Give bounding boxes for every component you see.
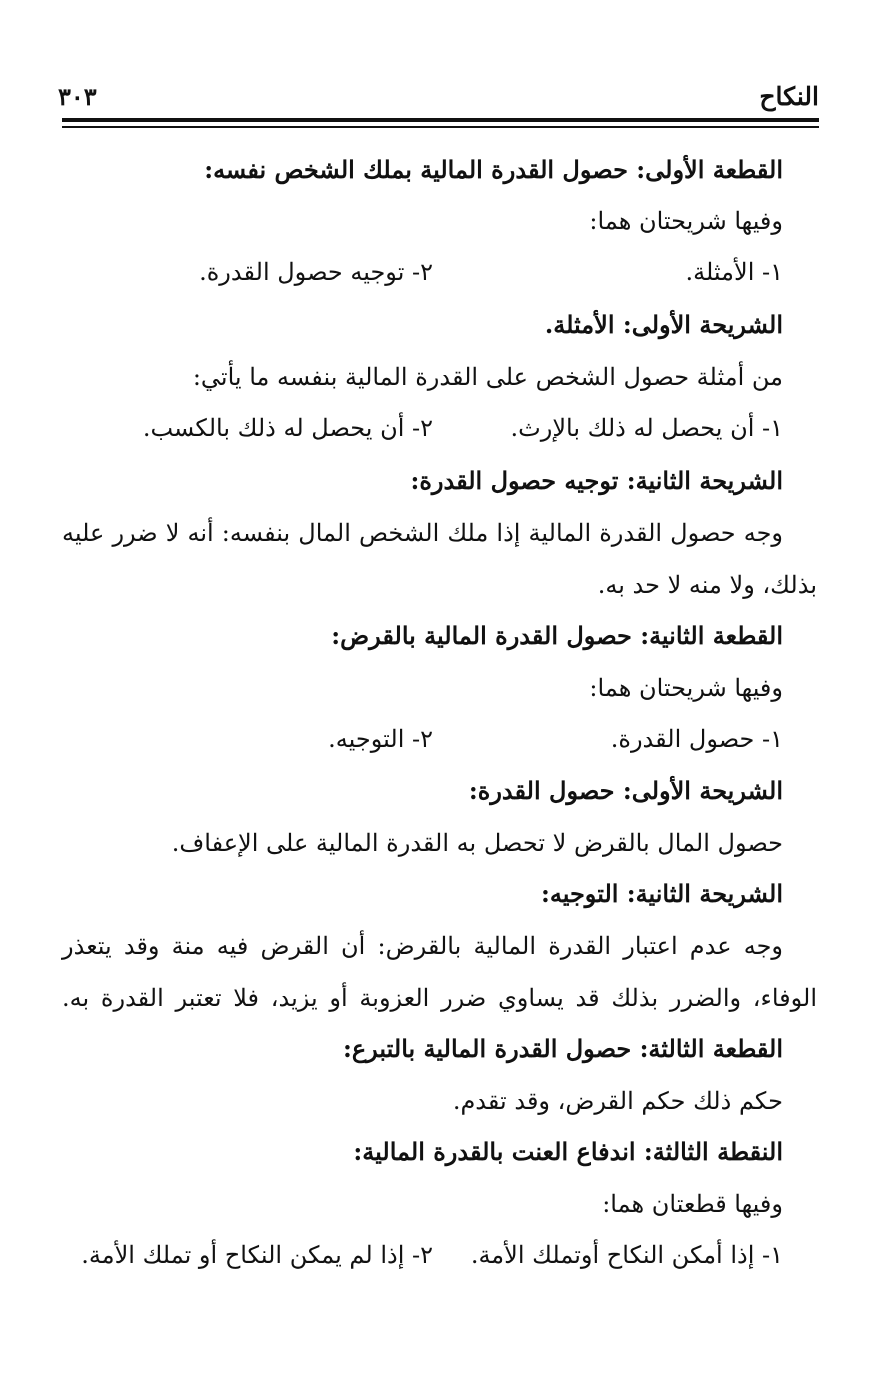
paragraph-line: وجه حصول القدرة المالية إذا ملك الشخص المال بنفسه: أنه لا ضرر عليه [62, 519, 783, 547]
paragraph-line: بذلك، ولا منه لا حد به. [597, 571, 817, 599]
list-row [60, 249, 783, 295]
paragraph-line: حصول المال بالقرض لا تحصل به القدرة المالية على الإعفاف. [171, 829, 783, 857]
list-item: ٢- أن يحصل له ذلك بالكسب. [142, 414, 433, 442]
list-item: ٢- التوجيه. [328, 725, 433, 753]
list-item: ١- حصول القدرة. [610, 725, 783, 753]
list-item: ٢- توجيه حصول القدرة. [199, 258, 433, 286]
paragraph-line: وفيها قطعتان هما: [602, 1190, 783, 1218]
subsection-heading: الشريحة الأولى: حصول القدرة: [468, 776, 783, 805]
paragraph-line: الوفاء، والضرر بذلك قد يساوي ضرر العزوبة أو يزيد، فلا تعتبر القدرة به. [62, 984, 817, 1012]
list-row [60, 716, 783, 762]
list-item: ١- إذا أمكن النكاح أوتملك الأمة. [470, 1241, 783, 1269]
list-row [60, 1232, 783, 1278]
subsection-heading: الشريحة الأولى: الأمثلة. [544, 310, 783, 339]
paragraph-line: حكم ذلك حكم القرض، وقد تقدم. [452, 1087, 783, 1115]
list-item: ١- أن يحصل له ذلك بالإرث. [510, 414, 783, 442]
header-rule-thick [62, 118, 819, 122]
subsection-heading: الشريحة الثانية: التوجيه: [541, 879, 783, 908]
paragraph-line: من أمثلة حصول الشخص على القدرة المالية بنفسه ما يأتي: [192, 363, 783, 391]
paragraph-line: وفيها شريحتان هما: [589, 674, 783, 702]
list-item: ١- الأمثلة. [685, 258, 783, 286]
running-title: النكاح [759, 81, 819, 111]
paragraph-line: وفيها شريحتان هما: [589, 207, 783, 235]
header-rule-thin [62, 126, 819, 128]
page-header [58, 78, 819, 114]
section-heading: القطعة الأولى: حصول القدرة المالية بملك الشخص نفسه: [204, 155, 783, 184]
subsection-heading: الشريحة الثانية: توجيه حصول القدرة: [410, 466, 783, 495]
section-heading: القطعة الثالثة: حصول القدرة المالية بالتبرع: [342, 1034, 783, 1063]
page-number: ٣٠٣ [58, 81, 97, 111]
point-heading: النقطة الثالثة: اندفاع العنت بالقدرة المالية: [353, 1137, 783, 1166]
paragraph-line: وجه عدم اعتبار القدرة المالية بالقرض: أن القرض فيه منة وقد يتعذر [62, 932, 783, 960]
section-heading: القطعة الثانية: حصول القدرة المالية بالقرض: [331, 621, 783, 650]
list-item: ٢- إذا لم يمكن النكاح أو تملك الأمة. [81, 1241, 433, 1269]
list-row [60, 405, 783, 451]
